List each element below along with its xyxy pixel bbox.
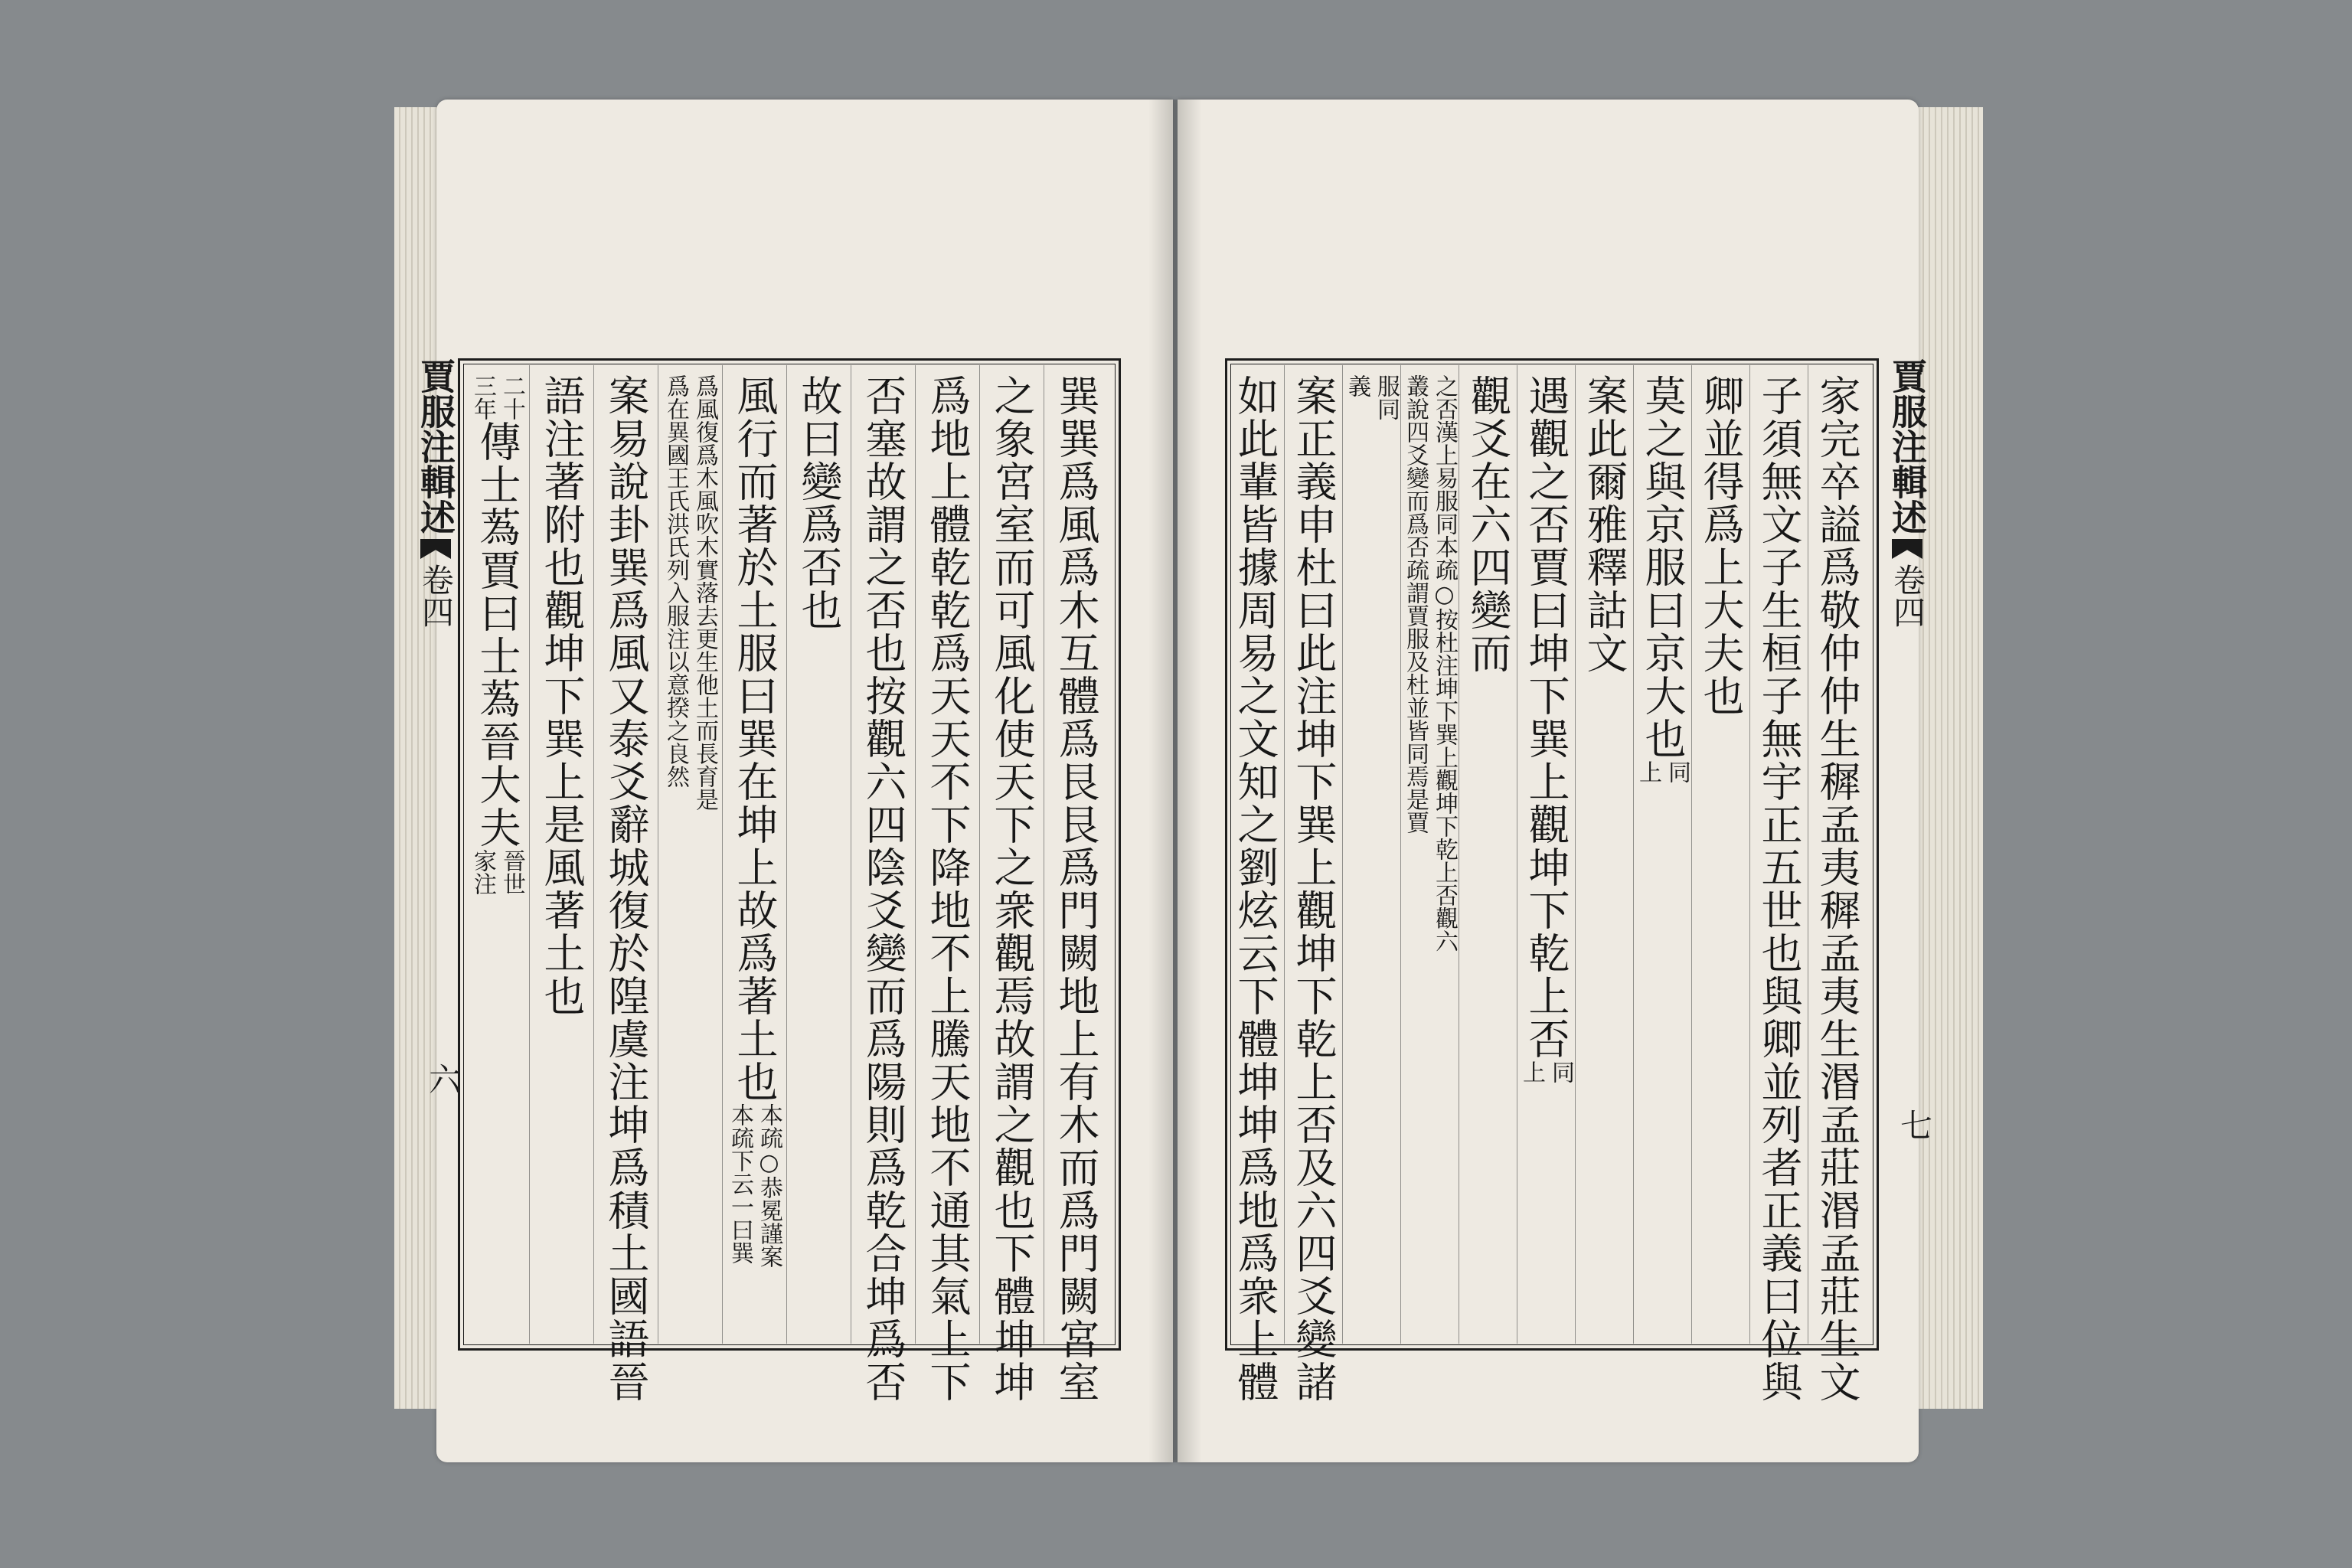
left-page-number: 六 <box>424 1063 462 1095</box>
left-book-title: 賈服注輯述 <box>415 358 456 534</box>
annotation-text: 家注 <box>469 849 496 895</box>
main-text: 傳士蒍 <box>473 420 521 549</box>
main-text: 風行而著於土 <box>730 374 779 632</box>
left-text-frame <box>458 358 1121 1403</box>
main-text: 莫之與京 <box>1638 374 1687 546</box>
text-column <box>658 361 722 1348</box>
text-column <box>1400 361 1459 1348</box>
annotation-text: 爲風復爲木風吹木實落去更生他土而長育是 <box>691 374 718 811</box>
annotation-text: 叢說四爻變而爲否疏謂賈服及杜並皆同焉是賈 <box>1402 374 1429 834</box>
text-column <box>915 361 979 1403</box>
annotation-pair <box>1518 1060 1573 1083</box>
main-text: 觀爻在六四變而 <box>1464 374 1512 675</box>
text-column <box>1575 361 1633 1348</box>
main-text: 如此輩皆據周易之文知之劉炫云下體坤坤爲地爲衆上體 <box>1231 374 1279 1403</box>
column-rule <box>915 365 916 1344</box>
annotation-text: 同 <box>1664 760 1690 783</box>
text-column <box>465 361 529 1348</box>
column-rule <box>1342 365 1343 1344</box>
annotation-text: 本疏○恭冕謹案 <box>756 1103 782 1268</box>
annotation-text: 爲在異國王氏洪氏列入服注以意揆之良然 <box>662 374 689 788</box>
annotation-text: 二十 <box>498 374 525 420</box>
main-text: 案易說卦巽爲風又泰爻辭城復於隍虞注坤爲積土國語晉 <box>602 374 650 1403</box>
annotation-pair <box>1402 374 1457 952</box>
right-text-frame <box>1225 358 1879 1403</box>
main-text: 語注著附也觀坤下巽上是風著土也 <box>537 374 586 1018</box>
column-rule <box>979 365 980 1344</box>
annotation-pair <box>1635 760 1690 783</box>
main-text: 家完卒謚爲敬仲仲生穉孟夷穉孟夷生湣孟莊湣孟莊生文 <box>1813 374 1861 1403</box>
main-text: 故曰變爲否也 <box>795 374 843 632</box>
annotation-pair <box>662 374 717 811</box>
main-text: 否塞故謂之否也按觀六四陰爻變而爲陽則爲乾合坤爲否 <box>859 374 907 1403</box>
main-text: 卿並得爲上大夫也 <box>1697 374 1745 717</box>
right-book-title: 賈服注輯述 <box>1886 358 1928 534</box>
main-text: 爲地上體乾乾爲天天不下降地不上騰天地不通其氣上下 <box>923 374 972 1403</box>
column-rule <box>1633 365 1634 1344</box>
annotation-text: 之否漢上易服同本疏○按杜注坤下巽上觀坤下乾上否觀六 <box>1431 374 1458 952</box>
text-column <box>851 361 915 1403</box>
column-rule <box>1575 365 1576 1344</box>
annotation-text: 上 <box>1635 760 1661 783</box>
main-text: 賈曰士蒍晉大夫 <box>473 549 521 849</box>
main-text: 案此爾雅釋詁文 <box>1580 374 1628 675</box>
text-column <box>1044 361 1108 1403</box>
text-column <box>1226 361 1284 1403</box>
left-fishtail-mark-icon <box>420 539 451 559</box>
column-rule <box>786 365 787 1344</box>
text-column <box>1517 361 1575 1348</box>
main-text: 服曰巽在坤上故爲著土也 <box>730 632 779 1103</box>
column-rule <box>529 365 530 1344</box>
right-fishtail-mark-icon <box>1892 539 1922 559</box>
annotation-pair <box>469 374 524 420</box>
main-text: 賈曰坤下巽上觀坤下乾上否 <box>1522 546 1570 1060</box>
left-volume-label: 卷四 <box>417 564 455 628</box>
annotation-pair <box>1344 374 1399 420</box>
column-rule <box>593 365 594 1344</box>
right-page-number: 七 <box>1896 1109 1933 1141</box>
right-volume-label: 卷四 <box>1889 564 1926 628</box>
annotation-text: 三年 <box>469 374 496 420</box>
main-text: 子須無文子生桓子無宇正五世也與卿並列者正義曰位與 <box>1755 374 1803 1403</box>
annotation-pair <box>727 1103 782 1268</box>
text-column <box>1342 361 1400 1348</box>
annotation-text: 義 <box>1344 374 1370 397</box>
text-column <box>786 361 851 1348</box>
text-column <box>529 361 593 1348</box>
column-rule <box>1691 365 1692 1344</box>
main-text: 巽巽爲風爲木互體爲艮艮爲門闕地上有木而爲門闕宮室 <box>1052 374 1100 1403</box>
text-column <box>1459 361 1517 1348</box>
main-text: 服曰京大也 <box>1638 546 1687 760</box>
annotation-text: 服同 <box>1373 374 1400 420</box>
main-text: 遇觀之否 <box>1522 374 1570 546</box>
right-page-center-strip <box>1874 358 1940 1346</box>
text-column <box>1808 361 1866 1403</box>
column-rule <box>1400 365 1401 1344</box>
text-column <box>1633 361 1691 1348</box>
annotation-text: 同 <box>1547 1060 1574 1083</box>
text-column <box>979 361 1044 1403</box>
book-gutter <box>1148 100 1202 1462</box>
text-column <box>593 361 658 1403</box>
text-column <box>1284 361 1342 1403</box>
column-rule <box>1284 365 1285 1344</box>
text-column <box>722 361 786 1348</box>
annotation-text: 晉世 <box>498 849 525 895</box>
annotation-text: 上 <box>1518 1060 1545 1083</box>
column-rule <box>722 365 723 1344</box>
main-text: 案正義申杜曰此注坤下巽上觀坤下乾上否及六四爻變諸 <box>1289 374 1338 1403</box>
annotation-text: 本疏下云一曰巽 <box>727 1103 753 1264</box>
main-text: 之象宮室而可風化使天下之衆觀焉故謂之觀也下體坤坤 <box>988 374 1036 1403</box>
column-rule <box>1749 365 1750 1344</box>
text-column <box>1749 361 1808 1403</box>
annotation-pair <box>469 849 524 895</box>
text-column <box>1691 361 1749 1348</box>
